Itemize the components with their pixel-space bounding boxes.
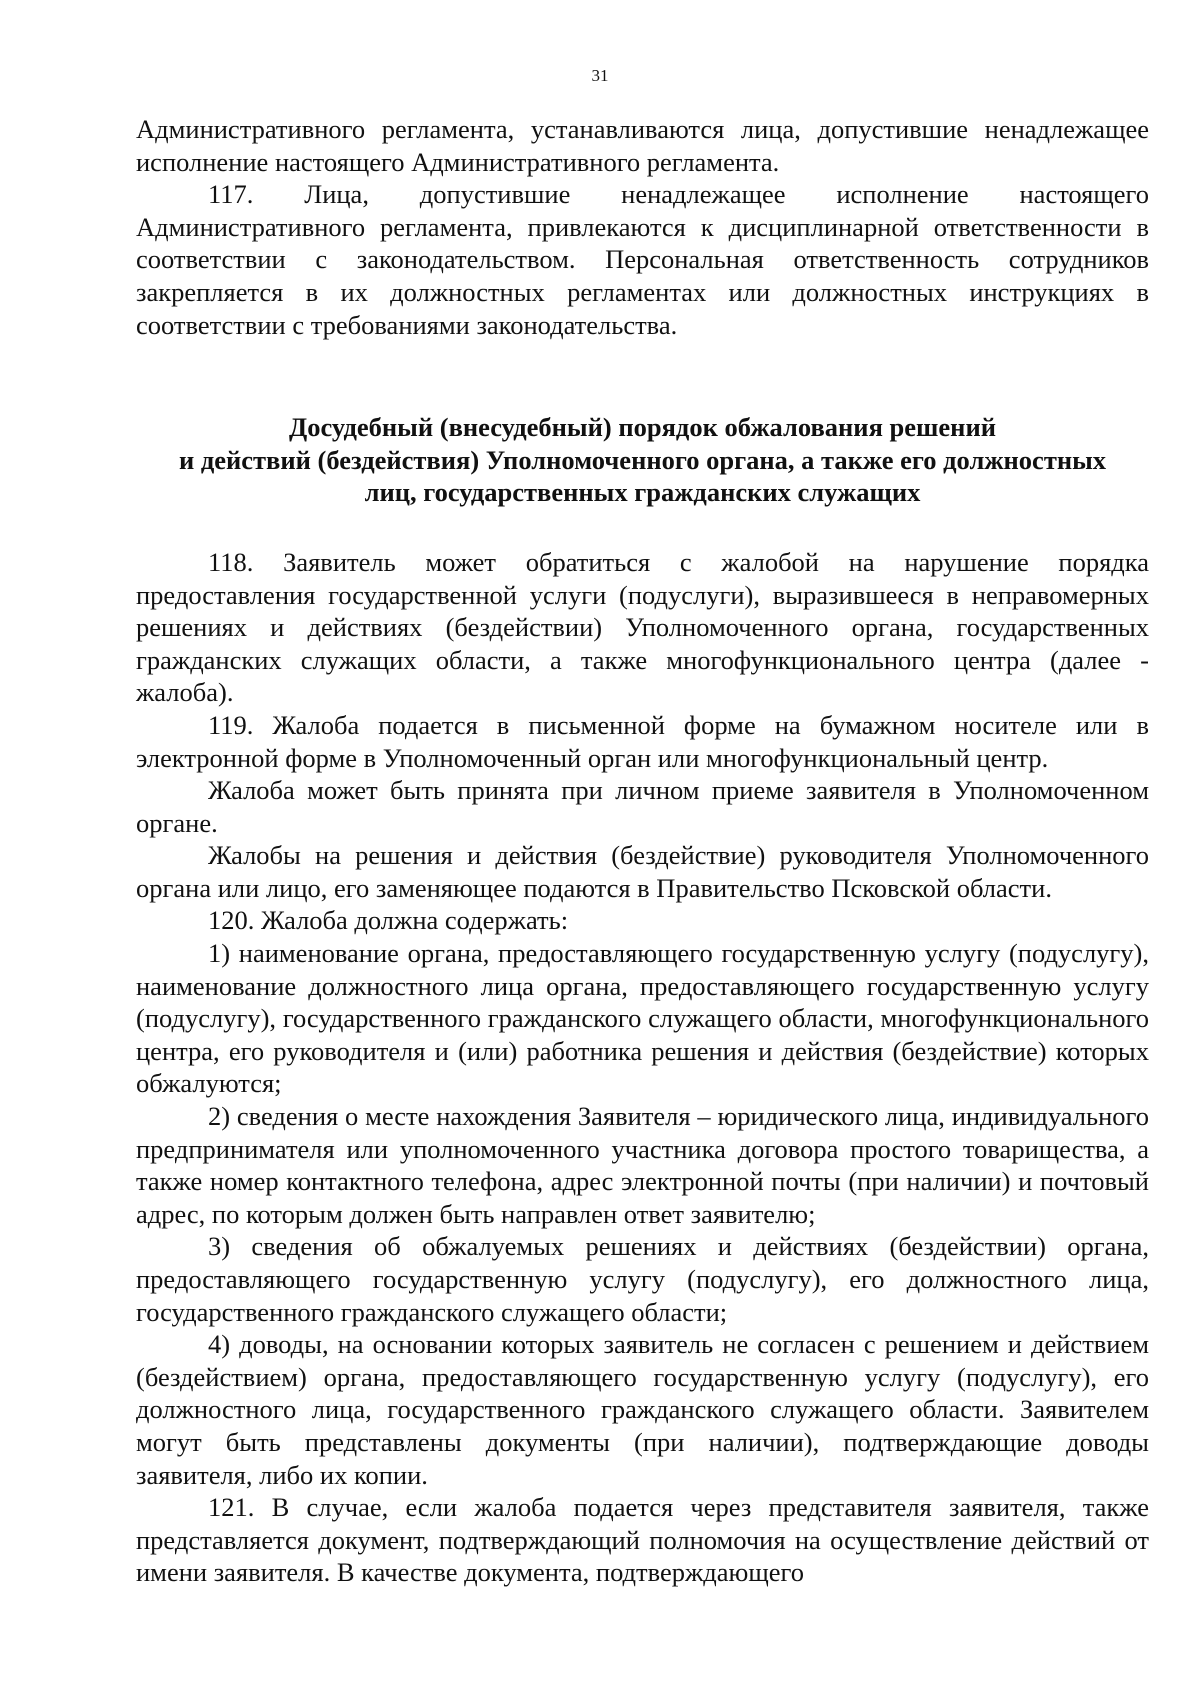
paragraph-118: 118. Заявитель может обратиться с жалобой на нарушение порядка предоставления государственной услуги (подуслуги), выразившееся в неправомерных решениях и действиях (бездействии) Уполномоченного органа, государственных гражданских служащих области, а также многофункционального центра (далее - жалоба). — [136, 546, 1149, 708]
heading-line-1: Досудебный (внесудебный) порядок обжалования решений — [289, 412, 996, 443]
paragraph-complaint-personal: Жалоба может быть принята при личном приеме заявителя в Уполномоченном органе. — [136, 775, 1149, 838]
list-item-2: 2) сведения о месте нахождения Заявителя – юридического лица, индивидуального предпринимателя или уполномоченного участника договора простого товарищества, а также номер контактного телефона, адрес электронной почты (при наличии) и почтовый адрес, по которым должен быть направлен ответ заявителю; — [136, 1101, 1149, 1229]
list-item-1: 1) наименование органа, предоставляющего государственную услугу (подуслугу), наименование должностного лица органа, предоставляющего государственную услугу (подуслугу), государственного гражданского служащего области, многофункционального центра, его руководителя и (или) работника решения и действия (бездействие) которых обжалуются; — [136, 938, 1149, 1099]
paragraph-117: 117. Лица, допустившие ненадлежащее исполнение настоящего Административного регламента, привлекаются к дисциплинарной ответственности в соответствии с законодательством. Персональная ответственность сотрудников закрепляется в их должностных регламентах или должностных инструкциях в соответствии с требованиями законодательства. — [136, 179, 1149, 340]
paragraph-complaint-government: Жалобы на решения и действия (бездействие) руководителя Уполномоченного органа или лицо, его заменяющее подаются в Правительство Псковской области. — [136, 840, 1149, 903]
paragraph-continuation: Административного регламента, устанавливаются лица, допустившие ненадлежащее исполнение настоящего Административного регламента. — [136, 114, 1149, 177]
paragraph-121: 121. В случае, если жалоба подается через представителя заявителя, также представляется документ, подтверждающий полномочия на осуществление действий от имени заявителя. В качестве документа, подтверждающего — [136, 1492, 1149, 1588]
section-heading — [136, 411, 1149, 509]
list-item-3: 3) сведения об обжалуемых решениях и действиях (бездействии) органа, предоставляющего государственную услугу (подуслугу), его должностного лица, государственного гражданского служащего области; — [136, 1231, 1149, 1327]
page-number: 31 — [591, 66, 609, 85]
heading-line-3: лиц, государственных гражданских служащих — [364, 477, 921, 508]
heading-line-2: и действий (бездействия) Уполномоченного органа, а также его должностных — [178, 444, 1107, 475]
paragraph-119: 119. Жалоба подается в письменной форме на бумажном носителе или в электронной форме в Уполномоченный орган или многофункциональный центр. — [136, 709, 1149, 773]
list-item-4: 4) доводы, на основании которых заявитель не согласен с решением и действием (бездействием) органа, предоставляющего государственную услугу (подуслугу), его должностного лица, государственного гражданского служащего области. Заявителем могут быть представлены документы (при наличии), подтверждающие доводы заявителя, либо их копии. — [136, 1329, 1149, 1490]
document-body — [136, 113, 1149, 1589]
paragraph-120: 120. Жалоба должна содержать: — [208, 905, 569, 936]
